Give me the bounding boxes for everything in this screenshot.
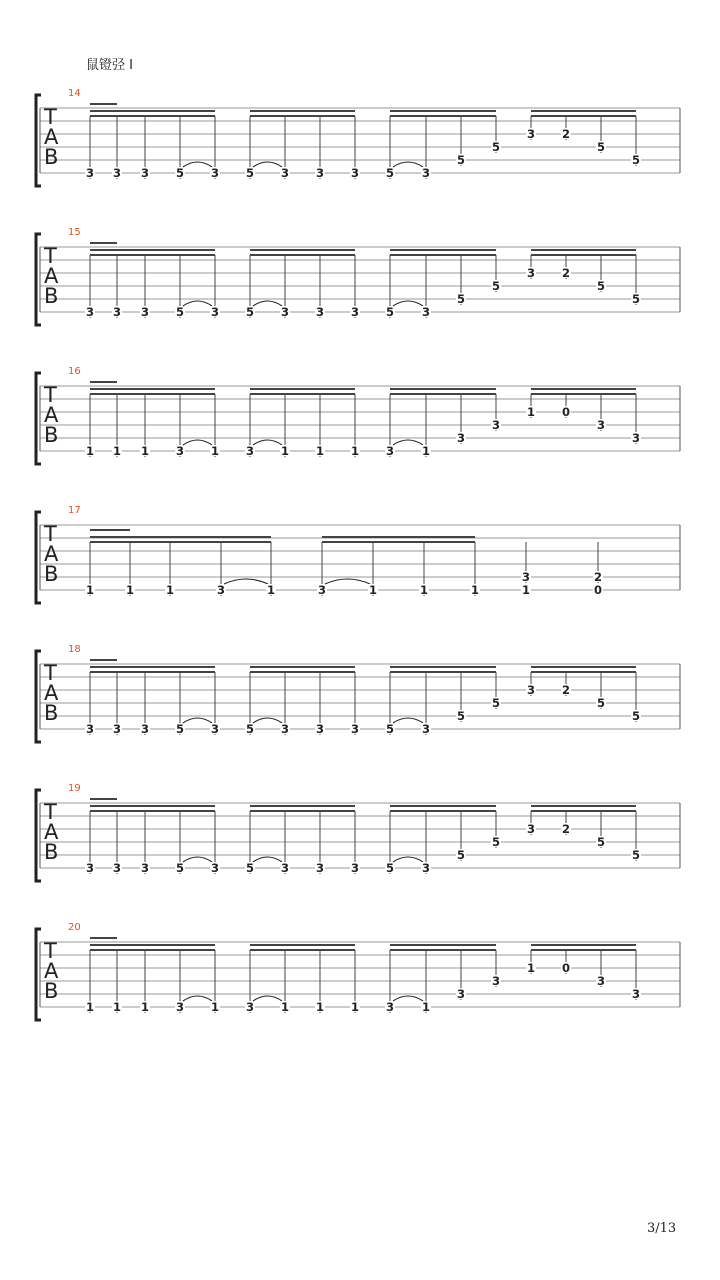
fret-number: 1: [112, 1000, 122, 1014]
tab-clef-letter: B: [44, 145, 59, 169]
fret-number: 3: [175, 1000, 185, 1014]
tie-arc: [253, 440, 282, 445]
tie-arc: [224, 579, 268, 584]
fret-number: 5: [385, 722, 395, 736]
tab-system: [0, 636, 720, 766]
fret-number: 5: [385, 305, 395, 319]
tab-clef-letter: B: [44, 701, 59, 725]
fret-number: 1: [85, 1000, 95, 1014]
tie-arc: [393, 996, 423, 1001]
fret-number: 3: [317, 583, 327, 597]
fret-number: 3: [140, 166, 150, 180]
tab-system: [0, 358, 720, 488]
fret-number: 1: [315, 444, 325, 458]
fret-number: 2: [561, 266, 571, 280]
fret-number: 5: [596, 279, 606, 293]
fret-number: 3: [210, 305, 220, 319]
fret-number: 2: [561, 683, 571, 697]
tab-system: [0, 219, 720, 349]
measure-number: 15: [68, 227, 81, 238]
fret-number: 3: [245, 1000, 255, 1014]
tie-arc: [183, 162, 212, 167]
tab-clef-letter: A: [44, 264, 59, 288]
fret-number: 3: [350, 166, 360, 180]
fret-number: 5: [456, 848, 466, 862]
fret-number: 1: [526, 405, 536, 419]
fret-number: 5: [456, 292, 466, 306]
fret-number: 3: [85, 166, 95, 180]
fret-number: 3: [596, 418, 606, 432]
fret-number: 3: [112, 305, 122, 319]
fret-number: 1: [421, 1000, 431, 1014]
fret-number: 1: [421, 444, 431, 458]
tie-arc: [393, 440, 423, 445]
fret-number: 1: [368, 583, 378, 597]
fret-number: 3: [112, 722, 122, 736]
fret-number: 1: [350, 444, 360, 458]
tab-clef-letter: T: [44, 244, 57, 268]
fret-number: 3: [350, 722, 360, 736]
fret-number: 1: [315, 1000, 325, 1014]
tie-arc: [253, 996, 282, 1001]
fret-number: 2: [561, 127, 571, 141]
fret-number: 1: [280, 1000, 290, 1014]
fret-number: 3: [315, 166, 325, 180]
fret-number: 3: [85, 861, 95, 875]
tab-clef-letter: T: [44, 522, 57, 546]
fret-number: 3: [140, 305, 150, 319]
fret-number: 3: [491, 418, 501, 432]
tab-clef-letter: T: [44, 105, 57, 129]
fret-number: 5: [175, 166, 185, 180]
tab-clef-letter: T: [44, 383, 57, 407]
tie-arc: [325, 579, 370, 584]
fret-number: 1: [210, 444, 220, 458]
tie-arc: [253, 718, 282, 723]
fret-number: 2: [561, 822, 571, 836]
tab-clef-letter: A: [44, 681, 59, 705]
fret-number: 3: [421, 861, 431, 875]
fret-number: 3: [315, 722, 325, 736]
tie-arc: [183, 996, 212, 1001]
fret-number: 1: [85, 444, 95, 458]
fret-number: 1: [140, 444, 150, 458]
fret-number: 3: [526, 822, 536, 836]
measure-number: 20: [68, 922, 81, 933]
fret-number: 3: [280, 305, 290, 319]
fret-number: 0: [561, 961, 571, 975]
fret-number: 3: [631, 987, 641, 1001]
tab-clef-letter: B: [44, 979, 59, 1003]
fret-number: 1: [350, 1000, 360, 1014]
fret-number: 3: [526, 127, 536, 141]
fret-number: 2: [593, 570, 603, 584]
tab-clef-letter: B: [44, 423, 59, 447]
fret-number: 3: [456, 431, 466, 445]
fret-number: 3: [85, 722, 95, 736]
fret-number: 3: [385, 444, 395, 458]
fret-number: 5: [385, 861, 395, 875]
fret-number: 3: [350, 305, 360, 319]
fret-number: 5: [491, 140, 501, 154]
fret-number: 3: [210, 166, 220, 180]
fret-number: 1: [210, 1000, 220, 1014]
tab-clef-letter: A: [44, 403, 59, 427]
fret-number: 5: [245, 166, 255, 180]
fret-number: 5: [245, 722, 255, 736]
tie-arc: [253, 162, 282, 167]
fret-number: 3: [85, 305, 95, 319]
tie-arc: [393, 857, 423, 862]
fret-number: 5: [596, 696, 606, 710]
fret-number: 5: [631, 292, 641, 306]
fret-number: 1: [112, 444, 122, 458]
fret-number: 1: [419, 583, 429, 597]
fret-number: 3: [175, 444, 185, 458]
tab-system: [0, 80, 720, 210]
measure-number: 16: [68, 366, 81, 377]
fret-number: 3: [280, 722, 290, 736]
fret-number: 5: [245, 861, 255, 875]
fret-number: 1: [470, 583, 480, 597]
fret-number: 3: [216, 583, 226, 597]
tab-clef-letter: A: [44, 959, 59, 983]
tab-system: [0, 775, 720, 905]
tie-arc: [253, 857, 282, 862]
tie-arc: [183, 857, 212, 862]
tab-clef-letter: B: [44, 284, 59, 308]
fret-number: 5: [245, 305, 255, 319]
fret-number: 3: [315, 861, 325, 875]
fret-number: 3: [596, 974, 606, 988]
fret-number: 3: [315, 305, 325, 319]
fret-number: 5: [175, 861, 185, 875]
fret-number: 3: [280, 166, 290, 180]
tab-clef-letter: A: [44, 125, 59, 149]
tab-system: [0, 497, 720, 627]
fret-number: 3: [280, 861, 290, 875]
measure-number: 19: [68, 783, 81, 794]
tie-arc: [183, 301, 212, 306]
fret-number: 1: [140, 1000, 150, 1014]
fret-number: 3: [421, 305, 431, 319]
fret-number: 5: [491, 696, 501, 710]
fret-number: 5: [385, 166, 395, 180]
fret-number: 5: [596, 140, 606, 154]
tab-system: [0, 914, 720, 1044]
tie-arc: [183, 440, 212, 445]
tie-arc: [393, 718, 423, 723]
fret-number: 1: [280, 444, 290, 458]
fret-number: 1: [266, 583, 276, 597]
fret-number: 1: [85, 583, 95, 597]
fret-number: 0: [561, 405, 571, 419]
tab-clef-letter: T: [44, 661, 57, 685]
fret-number: 3: [210, 722, 220, 736]
fret-number: 3: [421, 166, 431, 180]
tab-clef-letter: B: [44, 840, 59, 864]
fret-number: 3: [350, 861, 360, 875]
fret-number: 3: [631, 431, 641, 445]
tab-clef-letter: A: [44, 820, 59, 844]
fret-number: 1: [526, 961, 536, 975]
fret-number: 3: [526, 683, 536, 697]
measure-number: 14: [68, 88, 81, 99]
tie-arc: [393, 162, 423, 167]
measure-number: 17: [68, 505, 81, 516]
fret-number: 5: [631, 709, 641, 723]
fret-number: 5: [596, 835, 606, 849]
fret-number: 3: [245, 444, 255, 458]
tab-clef-letter: T: [44, 800, 57, 824]
tie-arc: [183, 718, 212, 723]
fret-number: 5: [631, 848, 641, 862]
fret-number: 5: [456, 709, 466, 723]
fret-number: 5: [631, 153, 641, 167]
tab-clef-letter: B: [44, 562, 59, 586]
fret-number: 3: [385, 1000, 395, 1014]
measure-number: 18: [68, 644, 81, 655]
page-number: 3/13: [647, 1221, 677, 1236]
fret-number: 3: [491, 974, 501, 988]
fret-number: 1: [165, 583, 175, 597]
fret-number: 0: [593, 583, 603, 597]
tab-clef-letter: A: [44, 542, 59, 566]
tie-arc: [393, 301, 423, 306]
fret-number: 3: [521, 570, 531, 584]
section-label: 鼠镫弪 I: [86, 58, 133, 73]
fret-number: 3: [140, 861, 150, 875]
fret-number: 3: [526, 266, 536, 280]
fret-number: 3: [456, 987, 466, 1001]
fret-number: 5: [456, 153, 466, 167]
fret-number: 5: [491, 279, 501, 293]
fret-number: 3: [112, 166, 122, 180]
tie-arc: [253, 301, 282, 306]
fret-number: 1: [521, 583, 531, 597]
tab-clef-letter: T: [44, 939, 57, 963]
fret-number: 3: [140, 722, 150, 736]
fret-number: 3: [210, 861, 220, 875]
fret-number: 1: [125, 583, 135, 597]
fret-number: 5: [175, 305, 185, 319]
fret-number: 3: [112, 861, 122, 875]
fret-number: 3: [421, 722, 431, 736]
fret-number: 5: [491, 835, 501, 849]
fret-number: 5: [175, 722, 185, 736]
